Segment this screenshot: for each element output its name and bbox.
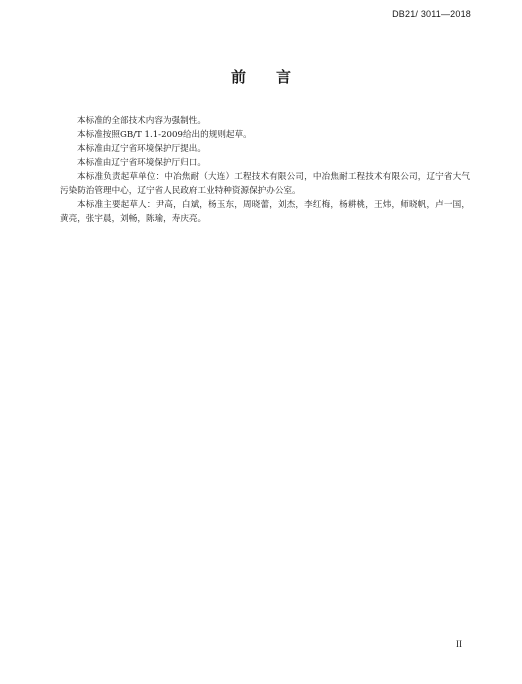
page-title bbox=[0, 66, 522, 87]
paragraph-administrator: 本标准由辽宁省环境保护厅归口。 bbox=[77, 158, 206, 168]
title-char-1: 前 bbox=[230, 68, 246, 86]
paragraph-drafters: 本标准主要起草人：尹高，白斌，杨玉东，周晓蕾，刘杰，李红梅，杨耕桃，王炜，师晓帆，卢一国，黄亮，张宇晨，刘畅，陈瑜，寿庆亮。 bbox=[60, 200, 470, 224]
paragraph-drafting-rules: 本标准按照GB/T 1.1-2009给出的规则起草。 bbox=[77, 130, 252, 140]
paragraph-proposer: 本标准由辽宁省环境保护厅提出。 bbox=[77, 144, 206, 154]
standard-code: DB21/ 3011—2018 bbox=[392, 9, 471, 19]
paragraph-mandatory: 本标准的全部技术内容为强制性。 bbox=[77, 116, 206, 126]
title-char-2: 言 bbox=[276, 68, 292, 86]
page-number: II bbox=[456, 639, 462, 649]
foreword-body bbox=[60, 114, 470, 226]
paragraph-drafting-units: 本标准负责起草单位：中冶焦耐（大连）工程技术有限公司，中冶焦耐工程技术有限公司，辽宁省大气污染防治管理中心，辽宁省人民政府工业特种资源保护办公室。 bbox=[60, 172, 470, 196]
